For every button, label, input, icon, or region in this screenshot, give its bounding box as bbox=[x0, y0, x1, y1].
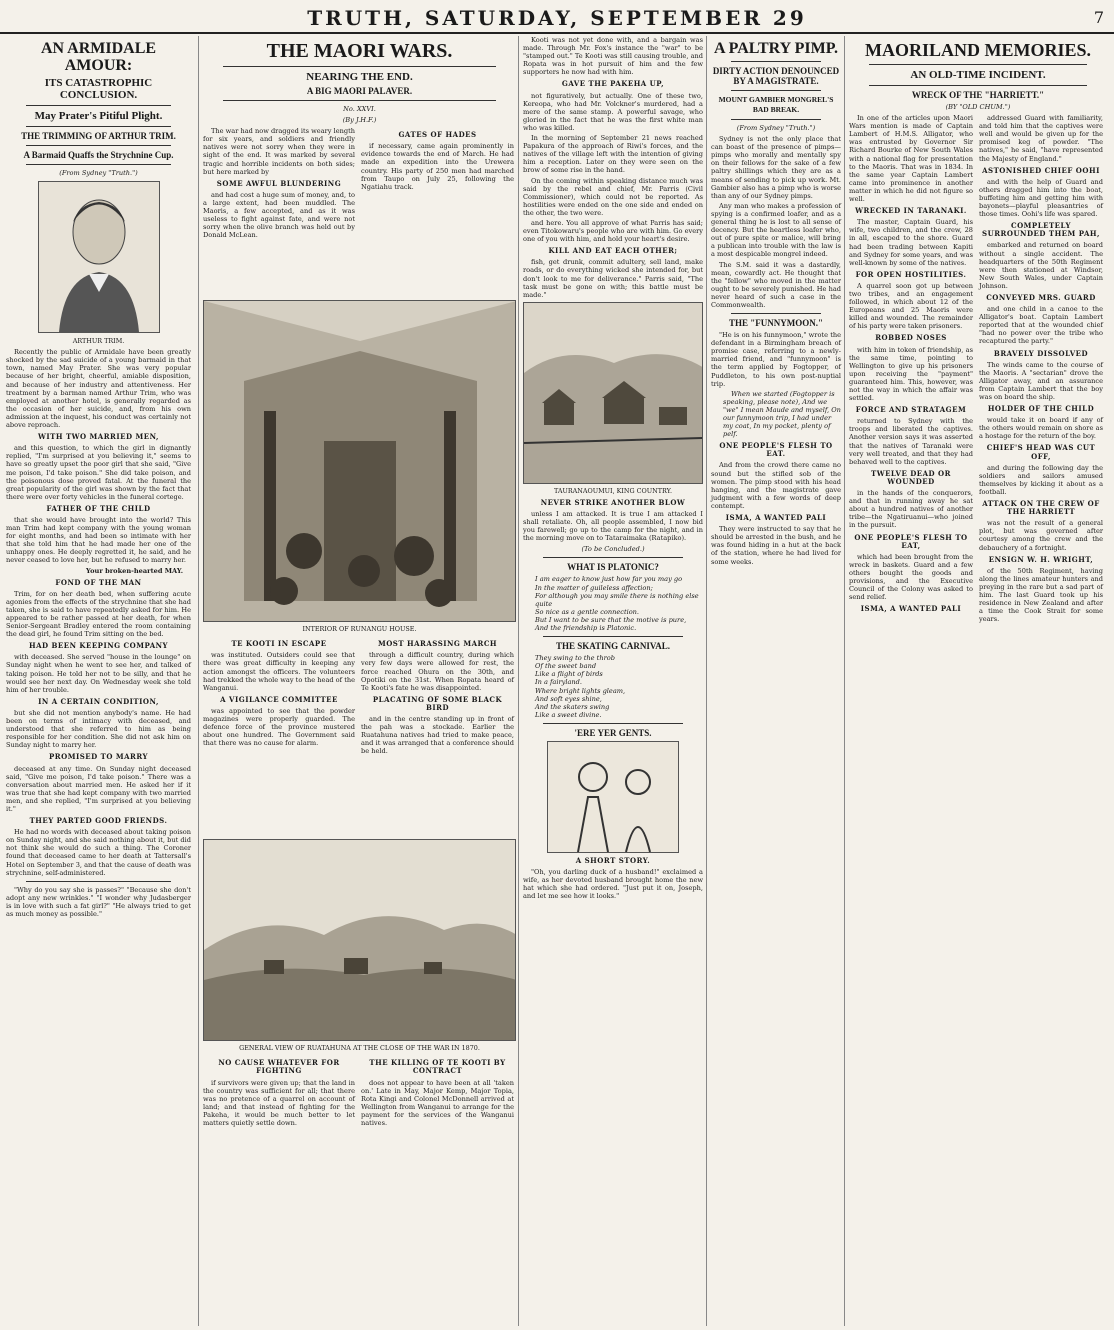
column-maori-wars-continued bbox=[518, 36, 707, 1326]
figure-caption: ARTHUR TRIM. bbox=[72, 337, 125, 346]
section-subhead: NEVER STRIKE ANOTHER BLOW bbox=[540, 497, 686, 507]
township-illustration bbox=[523, 302, 703, 484]
article-headline: AN ARMIDALE AMOUR: bbox=[40, 40, 157, 74]
poem-line: So nice as a gentle connection. bbox=[535, 607, 640, 616]
article-subhead: A Barmaid Quaffs the Strychnine Cup. bbox=[23, 150, 174, 160]
paragraph: that she would have brought into the world? This man Trim had kept company with the young woman for eight months, and had been so intimate with her that she told him that he had made her one of the unhappy ones. He deeply regretted it, he said, and he never ceased to love her, but he refused to marry her. bbox=[6, 515, 191, 565]
paragraph: The winds came to the course of the Maoris. A "sectarian" drove the Alligator away, and an assurance from Captain Lambert that the boy was on board the ship. bbox=[979, 360, 1103, 401]
filler-quote: "Why do you say she is passes?" "Because she don't adopt any new wrinkles." "I wonder why Judasberger is in love with such a fat girl?" "He always tried to get as much money as possible." bbox=[6, 885, 191, 918]
section-subhead: CONVEYED MRS. GUARD bbox=[986, 292, 1096, 302]
poem-platonic bbox=[523, 575, 703, 632]
section-subhead: PROMISED TO MARRY bbox=[49, 752, 148, 762]
poem-line: Like a flight of birds bbox=[535, 670, 603, 679]
section-subhead: FOND OF THE MAN bbox=[55, 577, 142, 587]
poem-line: In the matter of guileless affection; bbox=[535, 583, 653, 592]
section-subhead: CHIEF'S HEAD WAS CUT OFF, bbox=[986, 443, 1096, 461]
section-subhead: ISMA, A WANTED PALI bbox=[725, 513, 827, 523]
poem-verse: When we started (Fogtopper is speaking, please note), And we "we" I mean Maude and myself, On our funnymoon trip, I had under my coat, In my pocket, plenty of pelf. bbox=[723, 389, 841, 439]
paragraph: Recently the public of Armidale have been greatly shocked by the sad suicide of a young barmaid in that town, named May Prater. She was very popular because of her bright, cheerful, amiable disposition, and because of her industry and attentiveness. Her treatment by a barman named Arthur Trim, who was employed at another hotel, is generally regarded as the occasion of her suicide, and, from his own admission at the inquest, his conduct was certainly not above reproach. bbox=[6, 348, 191, 430]
divider bbox=[543, 723, 683, 724]
paragraph: with deceased. She served "house in the lounge" on Sunday night when he went to see her, and talked of taking poison. He told her not to be silly, and that he would see her next day. On Wednesday week she told him of her trouble. bbox=[6, 653, 191, 694]
column-maoriland-memories bbox=[844, 36, 1107, 1326]
divider bbox=[26, 881, 171, 882]
paragraph: and with the help of Guard and others dragged him into the boat, buffeting him and getting him with bayonets—playful pleasantries of those times. Oohi's life was spared. bbox=[979, 177, 1103, 219]
paragraph: of the 50th Regiment, having along the lines amateur hunters and preying in the rare but a sad part of him. The last Guard took up his residence in New Zealand and after a time the Cook Strait for some years. bbox=[979, 566, 1103, 624]
paragraph: and in the centre standing up in front of the pah was a stockade. Earlier the Ruatahuna natives had tried to make peace, and it was arranged that a conference should be held. bbox=[361, 715, 514, 756]
portrait-illustration bbox=[38, 181, 160, 333]
section-subhead: HAD BEEN KEEPING COMPANY bbox=[28, 641, 169, 651]
section-subhead: TWELVE DEAD OR WOUNDED bbox=[871, 468, 951, 486]
paragraph: He had no words with deceased about taking poison on Sunday night, and she said nothing about it, but did not think she would do such a thing. The Coroner found that deceased came to her death at Tattersall's Hotel on September 3, and that the cause of death was strychnine, self-administered. bbox=[6, 828, 191, 877]
paragraph: fish, get drunk, commit adultery, sell land, make roads, or do everything wicked she intended for, but don't look to me for deliverance." Parris said, "The task must be gone on with; this battle must be made." bbox=[523, 258, 703, 299]
article-headline: 'ERE YER GENTS. bbox=[574, 727, 652, 738]
interior-illustration bbox=[203, 300, 516, 622]
page-columns bbox=[6, 36, 1108, 1326]
page-number: 7 bbox=[1093, 8, 1104, 27]
paragraph: returned to Sydney with the troops and liberated the captives. Another version says it was asserted that the natives of Taranaki were very well treated, and that they had behaved well to the captives. bbox=[849, 417, 973, 466]
section-subhead: WITH TWO MARRIED MEN, bbox=[38, 432, 159, 442]
paragraph: if survivors were given up; that the land in the country was sufficient for all; that there was no pretence of a quarrel on account of land; and that instead of fighting for the Pakeha, it would be much better to let matters quietly settle down. bbox=[203, 1078, 355, 1128]
section-subhead: GAVE THE PAKEHA UP, bbox=[561, 79, 665, 89]
article-headline: A PALTRY PIMP. bbox=[713, 40, 839, 57]
byline: (By J.H.F.) bbox=[342, 116, 377, 125]
poem-line: And the skaters swing bbox=[535, 702, 610, 711]
figure-caption: INTERIOR OF RUNANGU HOUSE. bbox=[302, 625, 417, 634]
section-subhead: FOR OPEN HOSTILITIES. bbox=[855, 269, 967, 279]
poem-line: And soft eyes shine, bbox=[535, 694, 602, 703]
two-column-text bbox=[849, 114, 1107, 1294]
section-subhead: ATTACK ON THE CREW OF THE HARRIETT bbox=[982, 499, 1100, 517]
paragraph: addressed Guard with familiarity, and told him that the captives were well and would be given up for the promised keg of powder. "The natives," he said, "have represented the Majesty of England." bbox=[979, 114, 1103, 163]
paragraph: "Oh, you darling duck of a husband!" exclaimed a wife, as her devoted husband brought home the new hat which she had ordered. "Just put it on, Joseph, and let me see how it looks." bbox=[523, 867, 703, 901]
paragraph: The master, Captain Guard, his wife, two children, and the crew, 28 in all, escaped to the shore. Guard had been trading between Kapiti and Sydney for some years, and was well-known by some of the natives. bbox=[849, 218, 973, 267]
poem-line: For although you may smile there is nothing else quite bbox=[535, 591, 699, 608]
paragraph: deceased at any time. On Sunday night deceased said, "Give me poison, I'd take poison." There was a conversation about married men. He asked her if it was true that she had kept company with two married men, and she replied, "I'm surprised at you believing it." bbox=[6, 764, 191, 813]
section-subhead: ISMA, A WANTED PALI bbox=[860, 604, 962, 614]
section-subhead: NO CAUSE WHATEVER FOR FIGHTING bbox=[218, 1058, 340, 1076]
section-subhead: COMPLETELY SURROUNDED THEM PAH, bbox=[982, 221, 1100, 239]
byline: (From Sydney "Truth.") bbox=[736, 124, 816, 132]
poem-line: But I want to be sure that the motive is pure, bbox=[535, 615, 687, 624]
poem-line: Where bright lights gleam, bbox=[535, 686, 626, 695]
paragraph: if necessary, came again prominently in evidence towards the end of March. He had made an expedition into the Urewera country. His party of 250 men had marched from Taupo on July 25, following the Ngatiahu track. bbox=[361, 142, 514, 191]
paragraph: with him in token of friendship, as the same time, pointing to Wellington to give up his prisoners upon receiving the "payment" guaranteed him. This, however, was not the way in which the affair was settled. bbox=[849, 345, 973, 403]
divider bbox=[869, 85, 1087, 86]
paragraph: A quarrel soon got up between two tribes, and an engagement followed, in which about 12 of the Europeans and 25 Maoris were killed and wounded. The remainder of his party were taken prisoners. bbox=[849, 281, 973, 331]
continuation-note: (To be Concluded.) bbox=[581, 545, 645, 554]
poem-line: And the friendship is Platonic. bbox=[535, 624, 637, 633]
article-subhead: THE TRIMMING OF ARTHUR TRIM. bbox=[21, 131, 176, 141]
two-column-text bbox=[203, 1055, 516, 1255]
paragraph: was appointed to see that the powder magazines were properly guarded. The defence force of the province mustered about one hundred. The Government said that there was no cause for alarm. bbox=[203, 706, 355, 748]
paragraph: and during the following day the soldiers and sailors amused themselves by kicking it about as a football. bbox=[979, 463, 1103, 496]
section-subhead: THEY PARTED GOOD FRIENDS. bbox=[29, 816, 168, 826]
section-subhead: FORCE AND STRATAGEM bbox=[855, 405, 967, 415]
article-subhead: NEARING THE END. bbox=[306, 71, 413, 83]
divider bbox=[869, 64, 1087, 65]
article-subhead: ITS CATASTROPHIC CONCLUSION. bbox=[44, 77, 153, 101]
section-subhead: WRECKED IN TARANAKI. bbox=[855, 206, 967, 216]
paragraph: through a difficult country, during which very few days were allowed for rest, the force reached Ohura on the 30th, and Opotiki on the 31st. When Ropata heard of Te Kooti's fate he was disappointed. bbox=[361, 651, 514, 692]
paragraph: which had been brought from the wreck in baskets. Guard and a few others bought the goods and provisions, and the Executive Council of the Colony was asked to send relief. bbox=[849, 552, 973, 602]
divider bbox=[26, 126, 171, 127]
paragraph: "He is on his funnymoon," wrote the defendant in a Birmingham breach of promise case, referring to a newly-married friend, and "funnymoon" is the term applied by Fogtopper, of Puddleton, to his own post-nuptial trip. bbox=[711, 331, 841, 388]
newspaper-title: TRUTH, SATURDAY, SEPTEMBER 29 bbox=[307, 6, 807, 30]
article-subhead: WRECK OF THE "HARRIETT." bbox=[911, 90, 1045, 100]
section-subhead: HOLDER OF THE CHILD bbox=[987, 404, 1095, 414]
paragraph: Trim, for on her death bed, when suffering acute agonies from the effects of the strychnine that she had taken, she is said to have repeatedly asked for him. He appeared to be rather passed at her death, for when Senior-Sergeant Bradley entered the room containing the dead girl, he found Trim sitting on the bed. bbox=[6, 589, 191, 639]
section-subhead: ASTONISHED CHIEF OOHI bbox=[982, 165, 1100, 175]
article-headline: THE MAORI WARS. bbox=[266, 40, 453, 62]
paragraph: in the hands of the conquerors, and that in running away he sat about a hundred natives of another tribe—the Ngatiruanui—who joined in the pursuit. bbox=[849, 489, 973, 530]
divider bbox=[731, 61, 821, 62]
paragraph: embarked and returned on board without a single accident. The headquarters of the 50th Regiment were then stationed at Windsor, New South Wales, under Captain Johnson. bbox=[979, 241, 1103, 290]
paragraph: but she did not mention anybody's name. He had been on terms of intimacy with deceased, and understood that she referred to him as being responsible for her condition. She did not ask him on Sunday night to marry her. bbox=[6, 708, 191, 750]
figure-caption: TAURANAOUMUI, KING COUNTRY. bbox=[553, 486, 673, 495]
paragraph: was not the result of a general plot, but was governed after courtesy among the crew and the debauchery of a fortnight. bbox=[979, 519, 1103, 552]
paragraph: unless I am attacked. It is true I am attacked I shall retaliate. Oh, all people assembled, I now bid you farewell; go up to the camp for the night, and in the morning move on to Tataraimaka (Ratapiko). bbox=[523, 510, 703, 543]
section-subhead: ONE PEOPLE'S FLESH TO EAT, bbox=[854, 532, 968, 550]
byline: (From Sydney "Truth.") bbox=[59, 169, 138, 177]
section-subhead: GATES OF HADES bbox=[398, 130, 477, 140]
section-subhead: IN A CERTAIN CONDITION, bbox=[38, 696, 159, 706]
paragraph: In one of the articles upon Maori Wars mention is made of Captain Lambert of H.M.S. Alligator, who was entrusted by Governor Sir Richard Bourke of New South Wales with a national flag for presentation to the Maoris. That was in 1834. In the same year Captain Lambert came into prominence in another matter in which he did not figure so well. bbox=[849, 114, 973, 204]
article-subhead: May Prater's Pitiful Plight. bbox=[34, 110, 163, 122]
paragraph: and had cost a huge sum of money, and, to a large extent, had been muddled. The Maoris, a few accepted, and as it was useless to fight against fate, and were not sorry when the olive branch was held out by Donald McLean. bbox=[203, 190, 355, 240]
divider bbox=[731, 90, 821, 91]
section-subhead: ROBBED NOSES bbox=[875, 333, 947, 343]
section-subhead: KILL AND EAT EACH OTHER; bbox=[548, 246, 678, 256]
article-headline: MAORILAND MEMORIES. bbox=[864, 40, 1091, 60]
divider bbox=[731, 313, 821, 314]
paragraph: In the morning of September 21 news reached Papakura of the approach of Riwi's forces, and the natives of the village left with the intention of giving him a reception. Later on they were seen on the brow of some rise in the hand. bbox=[523, 134, 703, 175]
poem-title: WHAT IS PLATONIC? bbox=[567, 562, 659, 573]
divider bbox=[223, 100, 496, 101]
paragraph: does not appear to have been at all 'taken on.' Late in May, Major Kemp, Major Topia, Rota Kingi and Colonel McDonnell arrived at Wellington from Wanganui to arrange for the payment for the services of the Wanganui natives. bbox=[361, 1078, 514, 1128]
paragraph: Kooti was not yet done with, and a bargain was made. Through Mr. Fox's instance the "war" to be "stamped out." Te Kooti was still causing trouble, and Ropata was in hot pursuit of him and the few supporters he now had with him. bbox=[523, 36, 703, 77]
paragraph: On the coming within speaking distance much was said by the rebel and chief, Mr. Parris (Civil Commissioner), which could not be reported. As hostilities were ended on the one side and ended on the other, the two were. bbox=[523, 176, 703, 217]
section-subhead: ONE PEOPLE'S FLESH TO EAT. bbox=[719, 441, 833, 459]
landscape-illustration bbox=[203, 839, 516, 1041]
paragraph: Sydney is not the only place that can boast of the presence of pimps—pimps who morally and mentally spy on their fellows for the sake of a few paltry shillings which they are as a means of sending to pick up work. Mt. Gambier also has a pimp who is worse than any of our Sydney pimps. bbox=[711, 135, 841, 200]
section-subhead: A VIGILANCE COMMITTEE bbox=[220, 694, 338, 704]
paragraph: was instituted. Outsiders could see that there was great difficulty in keeping any action amongst the officers. The volunteers had trekked the whole way to the head of the Wanganui. bbox=[203, 651, 355, 692]
column-paltry-pimp bbox=[706, 36, 845, 1326]
divider bbox=[731, 119, 821, 120]
divider bbox=[543, 557, 683, 558]
divider bbox=[543, 636, 683, 637]
paragraph: not figuratively, but actually. One of these two, Kereopa, who had Mr. Volckner's murdered, had a mere of the same stamp. A powerful savage, who gloried in the fact that he was the first white man who was killed. bbox=[523, 91, 703, 132]
section-subhead: FATHER OF THE CHILD bbox=[46, 503, 151, 513]
article-subhead: AN OLD-TIME INCIDENT. bbox=[910, 69, 1046, 81]
section-subhead: MOST HARASSING MARCH bbox=[377, 639, 498, 649]
paragraph: The war had now dragged its weary length for six years, and soldiers and friendly natives were not sorry when they were in sight of the end. It was marked by several tragic and horrible incidents on both sides; but here marked by bbox=[203, 127, 355, 176]
section-subhead: SOME AWFUL BLUNDERING bbox=[216, 178, 342, 188]
cartoon-illustration bbox=[547, 741, 679, 853]
section-subhead: BRAVELY DISSOLVED bbox=[993, 348, 1089, 358]
column-armidale bbox=[6, 36, 195, 1326]
poem-line: Like a sweet divine. bbox=[535, 710, 602, 719]
paragraph: And from the crowd there came no sound but the stifled sob of the women. The pimp stood with his head hanging, and the magistrate gave judgment with a few words of deep contempt. bbox=[711, 461, 841, 510]
signature: Your broken-hearted MAY. bbox=[86, 566, 183, 575]
divider bbox=[26, 164, 171, 165]
paragraph: and one child in a canoe to the Alligator's boat. Captain Lambert reported that at the wounded chief "had no power over the tribe who recaptured the party." bbox=[979, 305, 1103, 346]
masthead bbox=[0, 6, 1114, 34]
paragraph: and this question, to which the girl in dignantly replied, "I'm surprised at you believing it," seems to have so greatly upset the poor girl that she said, "Give me poison, I'd take poison." She did take poison, and the poisonous dose proved fatal. At the funeral the great popularity of the girl was shown by the fact that there were over forty vehicles in the funeral cortege. bbox=[6, 444, 191, 501]
paragraph: The S.M. said it was a dastardly, mean, cowardly act. He thought that the "fellow" who moved in the matter ought to be severely punished. He had never heard of such a case in the Commonwealth. bbox=[711, 260, 841, 309]
section-subhead: A SHORT STORY. bbox=[575, 855, 651, 865]
article-subhead: A BIG MAORI PALAVER. bbox=[306, 86, 413, 96]
section-subhead: TE KOOTI IN ESCAPE bbox=[231, 639, 327, 649]
divider bbox=[223, 66, 496, 67]
article-subhead: DIRTY ACTION DENOUNCED BY A MAGISTRATE. bbox=[712, 66, 840, 86]
poem-skating bbox=[523, 654, 703, 719]
poem-line: In a fairyland. bbox=[535, 678, 582, 687]
poem-title: THE SKATING CARNIVAL. bbox=[556, 641, 670, 652]
poem-line: They swing to the throb bbox=[535, 654, 615, 663]
two-column-text bbox=[203, 636, 516, 836]
figure-caption: GENERAL VIEW OF RUATAHUNA AT THE CLOSE OF THE WAR IN 1870. bbox=[239, 1044, 480, 1053]
paragraph: and here. You all approve of what Parris has said; even Titokowaru's people who are with him. Go every one of you with him, and hold your heart's desire. bbox=[523, 218, 703, 244]
two-column-text bbox=[203, 127, 516, 297]
byline: (BY "OLD CHUM.") bbox=[945, 103, 1011, 111]
article-headline: THE "FUNNYMOON." bbox=[729, 318, 823, 329]
section-subhead: ENSIGN W. H. WRIGHT, bbox=[988, 554, 1094, 564]
series-number: No. XXVI. bbox=[343, 105, 376, 113]
poem-line: I am eager to know just how far you may go bbox=[535, 575, 683, 584]
poem-line: Of the sweet band bbox=[535, 662, 597, 671]
paragraph: They were instructed to say that he should be arrested in the bush, and he was found hiding in a hut at the back of the station, where he had lived for some weeks. bbox=[711, 525, 841, 566]
divider bbox=[26, 105, 171, 106]
paragraph: would take it on board if any of the others would remain on shore as a hostage for the return of the boy. bbox=[979, 416, 1103, 441]
divider bbox=[26, 145, 171, 146]
section-subhead: PLACATING OF SOME BLACK BIRD bbox=[372, 694, 503, 712]
article-subhead: MOUNT GAMBIER MONGREL'S BAD BREAK. bbox=[718, 95, 834, 114]
paragraph: Any man who makes a profession of spying is a confirmed loafer, and as a general thing he is lost to all sense of decency. But the heartless loafer who, out of pure spite or malice, will bring a publican into trouble with the law is a most despicable mongrel indeed. bbox=[711, 201, 841, 259]
column-maori-wars bbox=[198, 36, 520, 1326]
section-subhead: THE KILLING OF TE KOOTI BY CONTRACT bbox=[369, 1058, 506, 1076]
